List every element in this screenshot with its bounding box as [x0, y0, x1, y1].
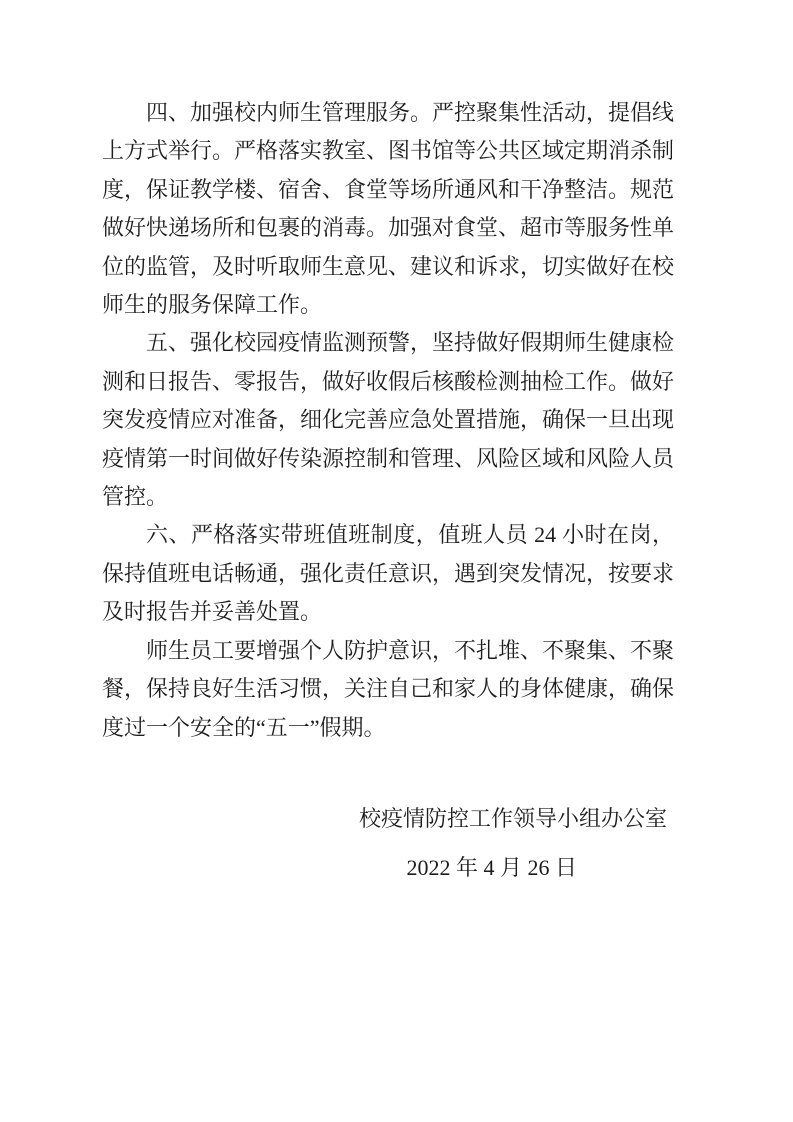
paragraph-line: 度，保证教学楼、宿舍、食堂等场所通风和干净整洁。规范 [102, 176, 675, 202]
paragraph-line: 测和日报告、零报告，做好收假后核酸检测抽检工作。做好 [102, 368, 675, 394]
paragraph-line: 四、加强校内师生管理服务。严控聚集性活动，提倡线 [146, 100, 675, 125]
paragraph-line: 保持值班电话畅通，强化责任意识，遇到突发情况，按要求 [102, 560, 675, 586]
paragraph-line: 上方式举行。严格落实教室、图书馆等公共区域定期消杀制 [102, 138, 675, 164]
paragraph-line: 突发疫情应对准备，细化完善应急处置措施，确保一旦出现 [102, 407, 675, 433]
paragraph-item-four [102, 94, 674, 324]
paragraph-line: 餐，保持良好生活习惯，关注自己和家人的身体健康，确保 [102, 676, 675, 702]
paragraph-line: 及时报告并妥善处置。 [102, 599, 323, 625]
paragraph-line: 师生员工要增强个人防护意识，不扎堆、不聚集、不聚 [146, 637, 675, 663]
paragraph-item-six [102, 516, 674, 631]
paragraph-line: 度过一个安全的“五一”假期。 [102, 714, 386, 740]
signature-organization: 校疫情防控工作领导小组办公室 [358, 806, 667, 831]
paragraph-line: 位的监管，及时听取师生意见、建议和诉求，切实做好在校 [102, 253, 675, 279]
paragraph-line: 师生的服务保障工作。 [102, 292, 323, 318]
document-body [102, 94, 674, 747]
signature-date: 2022 年 4 月 26 日 [406, 855, 577, 880]
paragraph-line: 疫情第一时间做好传染源控制和管理、风险区域和风险人员 [102, 445, 675, 471]
paragraph-item-five [102, 324, 674, 516]
paragraph-line: 管控。 [102, 484, 169, 510]
paragraph-line: 做好快递场所和包裹的消毒。加强对食堂、超市等服务性单 [102, 215, 675, 241]
paragraph-closing [102, 632, 674, 747]
paragraph-line: 五、强化校园疫情监测预警，坚持做好假期师生健康检 [146, 330, 675, 356]
paragraph-line: 六、严格落实带班值班制度，值班人员 24 小时在岗， [146, 522, 674, 548]
